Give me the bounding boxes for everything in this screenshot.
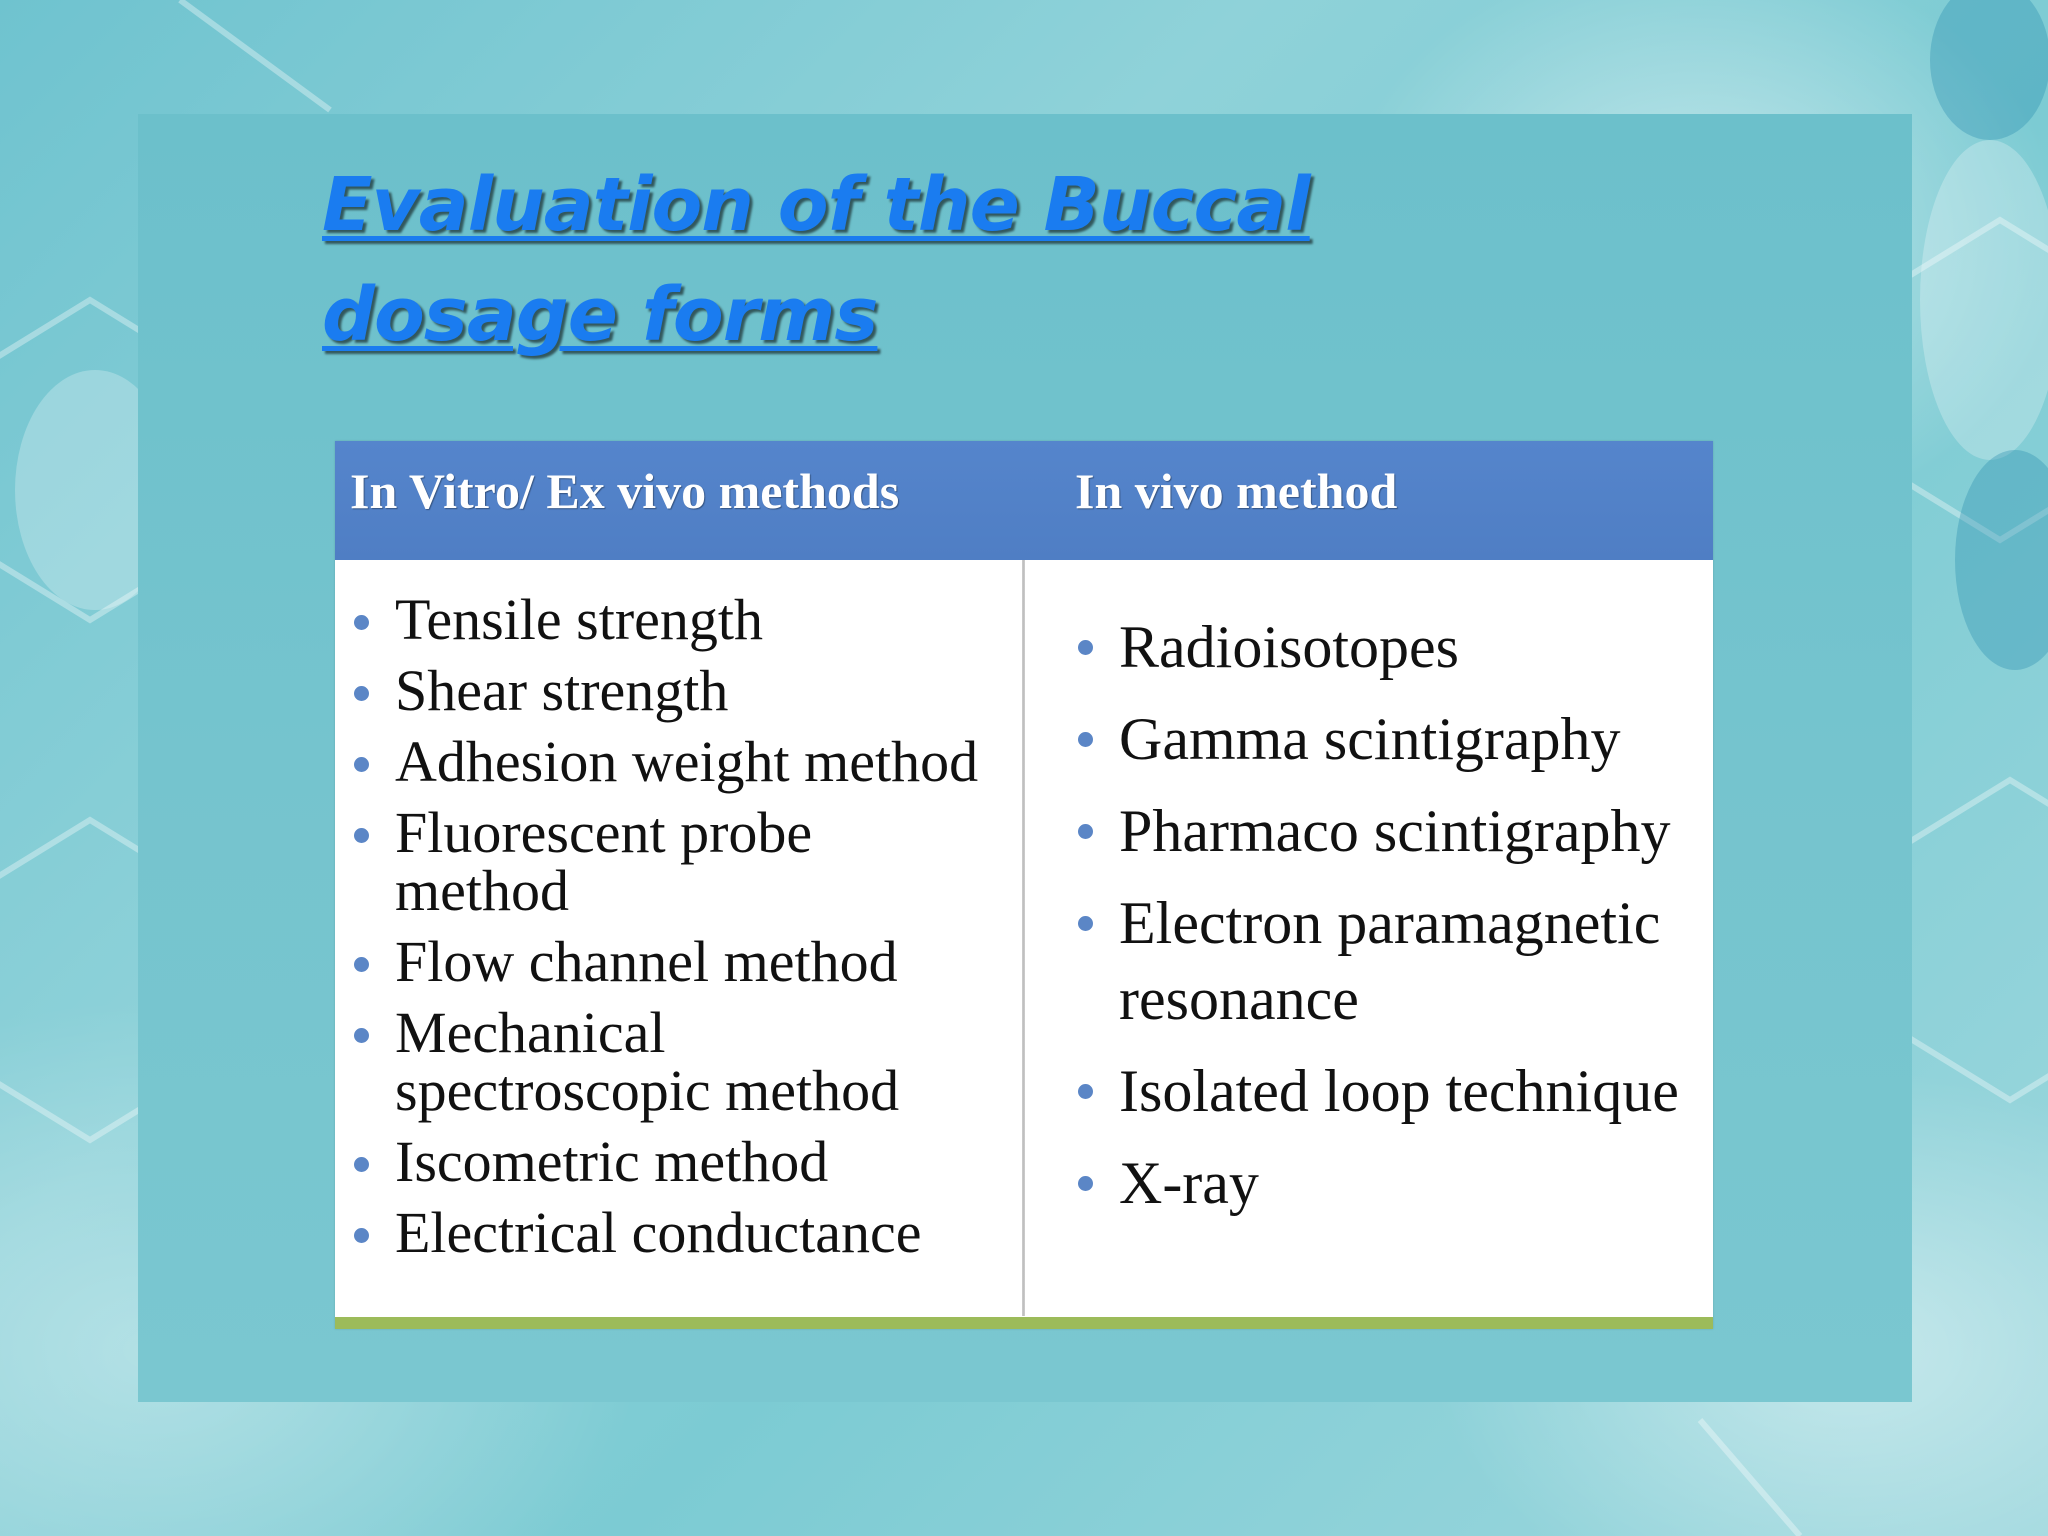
list-item-label: Fluorescent probe method [395,800,813,923]
list-item-label: Electron paramagnetic resonance [1119,890,1661,1032]
column-divider [1022,560,1025,1316]
bullet-icon [354,615,369,630]
list-item-label: Gamma scintigraphy [1119,706,1621,772]
table-bottom-bar [335,1317,1713,1329]
bullet-icon [354,828,369,843]
bullet-icon [1078,1084,1093,1099]
bullet-icon [1078,1176,1093,1191]
list-item [354,800,855,923]
bullet-icon [354,1228,369,1243]
table-header-row [335,441,1713,560]
header-in-vivo: In vivo method [1075,463,1398,519]
list-item-label: Radioisotopes [1119,614,1459,680]
list-item-label: X-ray [1119,1150,1259,1216]
bullet-icon [1078,824,1093,839]
list-item [1078,885,1679,1037]
list-item [354,729,1014,794]
list-item [1078,793,1708,869]
list-item-label: Iscometric method [395,1129,829,1194]
list-item [354,1200,1014,1265]
list-item [354,658,1014,723]
list-item [1078,1053,1708,1129]
list-item-label: Mechanical spectroscopic method [395,1000,900,1123]
list-item-label: Shear strength [395,658,729,723]
list-item [1078,609,1708,685]
list-item [354,587,1014,652]
list-item-label: Adhesion weight method [395,729,979,794]
list-item-label: Isolated loop technique [1119,1058,1679,1124]
list-item [1078,701,1708,777]
methods-table [335,441,1713,1329]
list-item-label: Flow channel method [395,929,898,994]
bullet-icon [1078,916,1093,931]
bullet-icon [354,1028,369,1043]
bullet-icon [354,757,369,772]
list-item [354,929,1014,994]
slide-title: Evaluation of the Buccal dosage forms [322,162,1310,358]
list-item-label: Pharmaco scintigraphy [1119,798,1671,864]
bullet-icon [354,686,369,701]
bullet-icon [354,957,369,972]
list-item [354,1000,955,1123]
bullet-icon [354,1157,369,1172]
list-item [1078,1145,1708,1221]
header-in-vitro: In Vitro/ Ex vivo methods [350,463,900,519]
bullet-icon [1078,732,1093,747]
bullet-icon [1078,640,1093,655]
list-item [354,1129,1014,1194]
list-item-label: Tensile strength [395,587,764,652]
list-item-label: Electrical conductance [395,1200,922,1265]
in-vitro-methods-list [354,587,1014,1275]
in-vivo-methods-list [1078,609,1708,1237]
